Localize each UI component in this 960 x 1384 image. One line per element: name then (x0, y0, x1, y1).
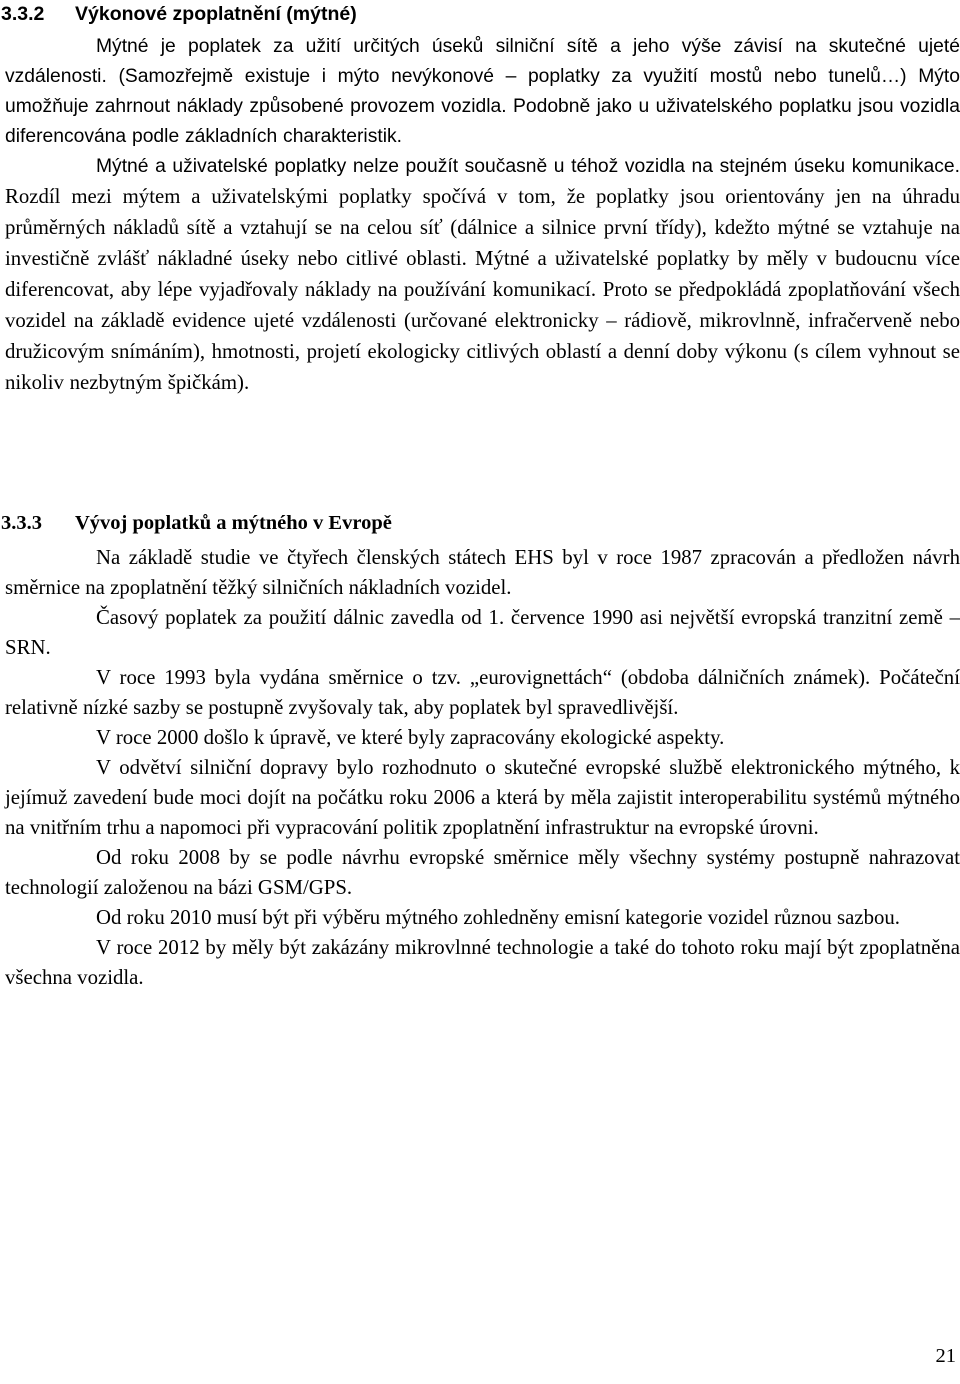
section-333-paragraph-7: Od roku 2010 musí být při výběru mýtného zohledněny emisní kategorie vozidel různou sazbou. (96, 906, 900, 929)
page-number: 21 (935, 1345, 956, 1367)
section-332-number: 3.3.2 (1, 3, 45, 25)
section-333-paragraph-1: Na základě studie ve čtyřech členských státech EHS byl v roce 1987 zpracován a předložen návrh směrnice na zpoplatnění těžký silničních nákladních vozidel. (5, 546, 960, 599)
section-333-paragraph-8: V roce 2012 by měly být zakázány mikrovlnné technologie a také do tohoto roku mají být zpoplatněna všechna vozidla. (5, 936, 960, 989)
section-332-paragraph-2-text: Mýtné a uživatelské poplatky nelze použít současně u téhož vozidla na stejném úseku komunikace. (96, 156, 960, 177)
section-333-paragraph-4: V roce 2000 došlo k úpravě, ve které byly zapracovány ekologické aspekty. (96, 726, 725, 749)
section-332-paragraph-2-continuation: Rozdíl mezi mýtem a uživatelskými poplatky spočívá v tom, že poplatky jsou orientovány jen na úhradu průměrných nákladů sítě a vztahují se na celou síť (dálnice a silnice první třídy), kdežto mýtné se vztahuje na investičně zvlášť nákladné úseky nebo citlivé oblasti. Mýtné a uživatelské poplatky by měly v budoucnu více diferencovat, aby lépe vyjadřovaly náklady na používání komunikací. Proto se předpokládá zpoplatňování všech vozidel na základě evidence ujeté vzdálenosti (určované elektronicky – rádiově, mikrovlnně, infračerveně nebo družicovým snímáním), hmotnosti, projetí ekologicky citlivých oblastí a denní doby výkonu (s cílem vyhnout se nikoliv nezbytným špičkám). (5, 185, 960, 394)
section-333-title: Vývoj poplatků a mýtného v Evropě (75, 512, 392, 534)
section-333-paragraph-3: V roce 1993 byla vydána směrnice o tzv. „eurovignettách“ (obdoba dálničních známek). Počáteční relativně nízké sazby se postupně zvyšovaly tak, aby poplatek byl spravedlivější. (5, 666, 960, 719)
section-333-number: 3.3.3 (1, 512, 42, 534)
section-332-paragraph-2 (5, 152, 960, 399)
section-332-title: Výkonové zpoplatnění (mýtné) (75, 3, 357, 25)
section-333-paragraph-2: Časový poplatek za použití dálnic zavedla od 1. července 1990 asi největší evropská tranzitní země – SRN. (5, 606, 960, 659)
section-332-paragraph-1: Mýtné je poplatek za užití určitých úseků silniční sítě a jeho výše závisí na skutečné ujeté vzdálenosti. (Samozřejmě existuje i mýto nevýkonové – poplatky za využití mostů nebo tunelů…) Mýto umožňuje zahrnout náklady způsobené provozem vozidla. Podobně jako u uživatelského poplatku jsou vozidla diferencována podle základních charakteristik. (5, 36, 960, 147)
section-332-heading (1, 0, 357, 27)
section-333-paragraph-5: V odvětví silniční dopravy bylo rozhodnuto o skutečné evropské službě elektronického mýtného, k jejímuž zavedení bude moci dojít na počátku roku 2006 a která by měla zajistit interoperabilitu systémů mýtného na vnitřním trhu a napomoci při vypracování politik zpoplatnění infrastruktur na evropské úrovni. (5, 756, 960, 839)
section-333-heading (1, 509, 392, 536)
section-333-paragraph-6: Od roku 2008 by se podle návrhu evropské směrnice měly všechny systémy postupně nahrazovat technologií založenou na bázi GSM/GPS. (5, 846, 960, 899)
